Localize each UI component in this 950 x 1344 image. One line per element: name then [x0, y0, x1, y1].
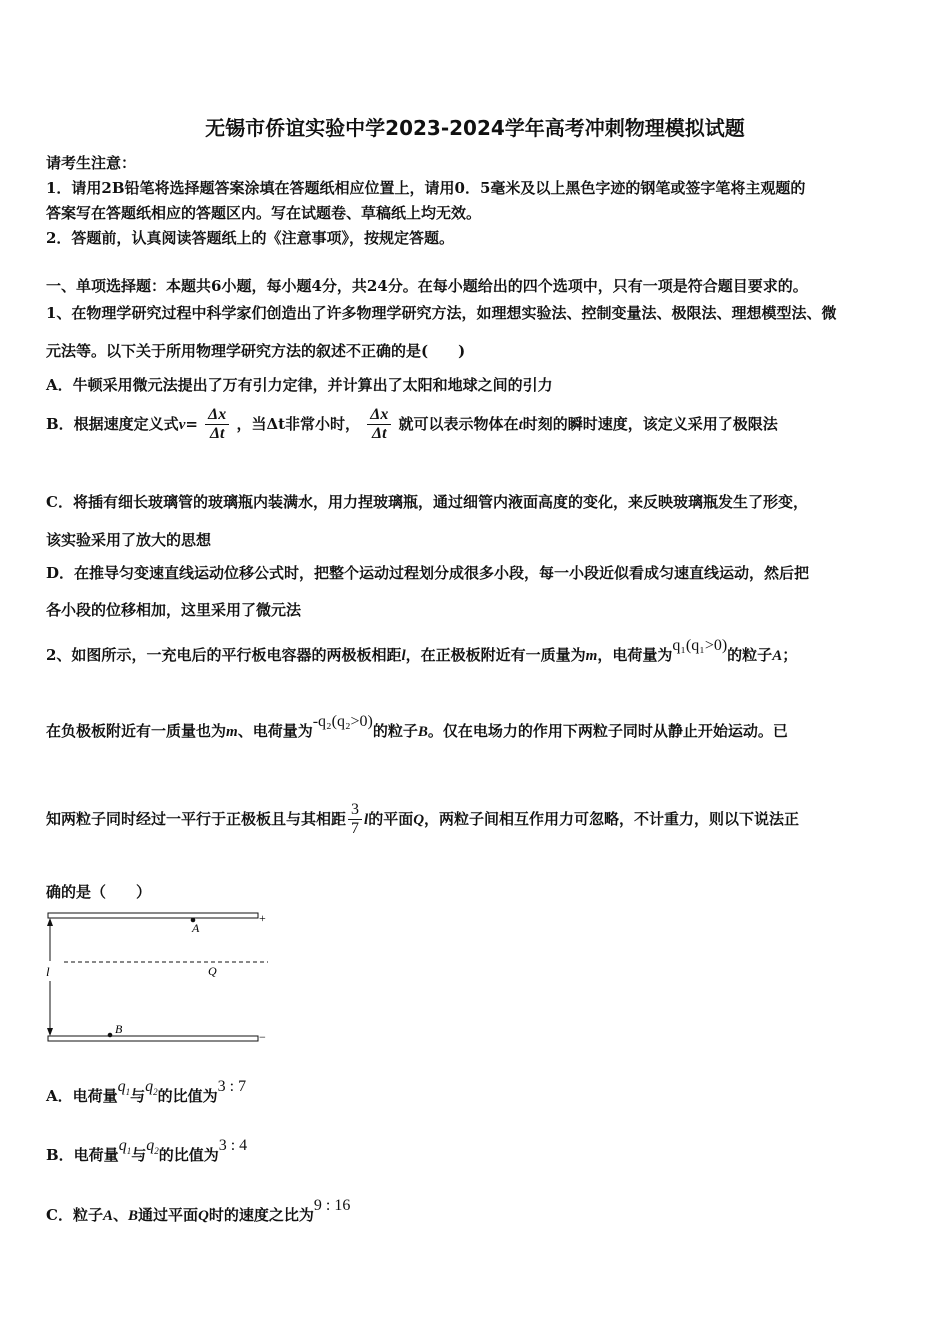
q2-symbol-2	[146, 1137, 159, 1157]
capacitor-diagram	[40, 905, 280, 1050]
q2-line-3-a: 知两粒子同时经过一平行于正极板且与其相距	[46, 809, 347, 828]
q1-option-b-suffix-a: 就可以表示物体在	[398, 414, 519, 433]
with-word-2: 与	[131, 1146, 147, 1164]
q2-option-c-b: 通过平面	[138, 1206, 199, 1224]
q1-letter-2: q	[118, 1137, 127, 1154]
q2-line-1-a: 2、如图所示，一充电后的平行板电容器的两极板相距	[46, 646, 402, 664]
mass-symbol-2: m	[226, 724, 238, 740]
particle-a-text: A	[192, 921, 200, 935]
q2-option-c-c: 时的速度之比为	[208, 1206, 314, 1224]
q2-line-2-c: 的粒子	[372, 722, 418, 740]
fraction-denominator: Δt	[209, 425, 225, 443]
time-symbol: t	[518, 416, 523, 433]
q2-line-1	[46, 637, 798, 665]
plane-q-label: Q	[413, 811, 425, 828]
section-heading: 一、单项选择题：本题共6小题，每小题4分，共24分。在每小题给出的四个选项中，只有一项是符合题目要求的。	[46, 277, 808, 295]
q2-line-2-d: 。仅在电场力的作用下两粒子同时从静止开始运动。已	[427, 722, 788, 740]
distance-symbol-2: l	[364, 811, 369, 828]
page-title: 无锡市侨谊实验中学2023-2024学年高考冲刺物理模拟试题	[205, 116, 745, 140]
particle-b-dot	[108, 1033, 113, 1038]
separator: 、	[112, 1206, 128, 1224]
q2-option-b-text: B．电荷量	[46, 1146, 119, 1164]
particle-a-label-2: A	[102, 1208, 113, 1224]
minus-sign: −	[259, 1030, 266, 1044]
q1-letter: q	[117, 1078, 126, 1095]
q1-option-d-b: 各小段的位移相加，这里采用了微元法	[46, 601, 302, 619]
q1-option-a: A．牛顿采用微元法提出了万有引力定律，并计算出了太阳和地球之间的引力	[46, 376, 553, 394]
arrow-head-up	[47, 918, 53, 926]
option-a-value: 3 : 7	[217, 1078, 247, 1095]
q1-symbol	[117, 1078, 131, 1098]
q1-option-b-prefix: B．根据速度定义式	[46, 414, 179, 433]
q1-option-b-suffix-b: 时刻的瞬时速度，该定义采用了极限法	[522, 414, 778, 433]
q2-line-4: 确的是（ ）	[46, 883, 152, 901]
q2-line-1-b: ，在正极板附近有一质量为	[405, 646, 586, 664]
q2-line-1-d: 的粒子	[727, 646, 773, 664]
arrow-head-down	[47, 1028, 53, 1036]
ratio-text-2: 的比值为	[158, 1146, 219, 1164]
q1-stem-b: 元法等。以下关于所用物理学研究方法的叙述不正确的是( )	[46, 342, 466, 360]
particle-b-text: B	[115, 1022, 123, 1036]
q1-option-b-mid2: 非常小时，	[285, 414, 361, 433]
notice-item-1b: 答案写在答题纸相应的答题区内。写在试题卷、草稿纸上均无效。	[46, 204, 482, 222]
q1-option-d-a: D．在推导匀变速直线运动位移公式时，把整个运动过程划分成很多小段，每一小段近似看成匀速直线运动，然后把	[46, 564, 810, 582]
three-sevenths-fraction	[348, 801, 362, 839]
q2-option-a-text: A．电荷量	[46, 1087, 118, 1105]
velocity-fraction	[205, 406, 229, 444]
q2-line-1-e: ；	[782, 646, 798, 664]
q1-option-b	[46, 406, 778, 444]
q2-letter: q	[145, 1078, 154, 1095]
delta-t: Δt	[266, 414, 286, 433]
q1-option-c-a: C．将插有细长玻璃管的玻璃瓶内装满水，用力捏玻璃瓶，通过细管内液面高度的变化，来反映玻璃瓶发生了形变，	[46, 493, 808, 511]
velocity-fraction-2	[367, 406, 391, 444]
q1-option-b-mid: ，当	[236, 414, 267, 433]
distance-symbol: l	[401, 648, 406, 664]
q2-expression: -q₂(q₂>0)	[312, 713, 373, 730]
q2-option-c-text: C．粒子	[46, 1206, 103, 1224]
q2-line-3-b: 的平面	[368, 809, 414, 828]
particle-b-label: B	[417, 724, 428, 740]
q1-stem-a: 1、在物理学研究过程中科学家们创造出了许多物理学研究方法，如理想实验法、控制变量法、极限法、理想模型法、微	[46, 304, 837, 322]
q2-symbol	[145, 1078, 158, 1098]
q1-option-c-b: 该实验采用了放大的思想	[46, 531, 212, 549]
fraction-numerator: Δx	[205, 406, 229, 425]
particle-b-label-2: B	[127, 1208, 138, 1224]
q2-letter-2: q	[146, 1137, 155, 1154]
q1-expression: q₁(q₁>0)	[672, 637, 728, 654]
q1-sub-2: 1	[126, 1146, 132, 1157]
option-c-value: 9 : 16	[313, 1197, 351, 1214]
fraction-37-denominator: 7	[351, 820, 360, 838]
plus-sign: +	[259, 911, 266, 925]
notice-heading: 请考生注意：	[46, 154, 137, 172]
plane-q-text: Q	[208, 964, 217, 978]
negative-plate	[48, 1036, 258, 1041]
fraction-numerator-2: Δx	[367, 406, 391, 425]
q2-sub: 2	[153, 1087, 158, 1098]
particle-a-label: A	[772, 648, 783, 664]
mass-symbol: m	[585, 648, 598, 664]
q2-sub-2: 2	[154, 1146, 159, 1157]
q2-option-c	[46, 1197, 351, 1225]
equals-sign: =	[185, 414, 198, 433]
positive-plate	[48, 913, 258, 918]
notice-item-2: 2．答题前，认真阅读答题纸上的《注意事项》，按规定答题。	[46, 229, 454, 247]
notice-item-1a: 1．请用2B铅笔将选择题答案涂填在答题纸相应位置上，请用0．5毫米及以上黑色字迹的钢笔或签字笔将主观题的	[46, 179, 806, 197]
ratio-text: 的比值为	[157, 1087, 218, 1105]
distance-label: l	[46, 964, 50, 979]
q2-line-2-b: 、电荷量为	[237, 722, 313, 740]
q2-option-a	[46, 1078, 247, 1107]
with-word: 与	[130, 1087, 146, 1105]
fraction-37-numerator: 3	[348, 801, 362, 820]
q2-line-3	[46, 801, 799, 839]
fraction-denominator-2: Δt	[372, 425, 387, 443]
q2-line-3-c: ，两粒子间相互作用力可忽略，不计重力，则以下说法正	[424, 809, 800, 828]
q2-option-b	[46, 1137, 248, 1166]
q2-line-1-c: ，电荷量为	[597, 646, 673, 664]
option-b-value: 3 : 4	[218, 1137, 248, 1154]
q1-symbol-2	[118, 1137, 132, 1157]
q2-line-2	[46, 713, 788, 741]
velocity-symbol: v	[178, 416, 186, 433]
q1-sub: 1	[125, 1087, 131, 1098]
q2-line-2-a: 在负极板附近有一质量也为	[46, 722, 227, 740]
plane-q-label-2: Q	[198, 1208, 209, 1224]
